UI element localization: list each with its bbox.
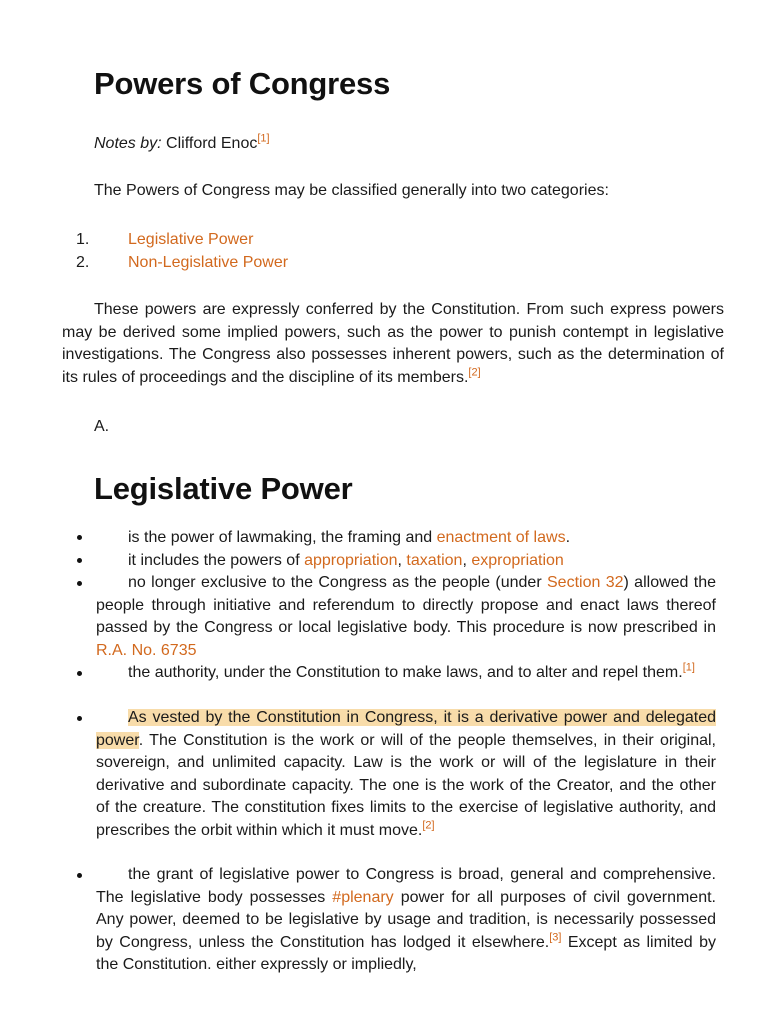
bullet-text: Except as limited by the Constitution. either expressly or impliedly, — [96, 933, 716, 974]
bullet-text: no longer exclusive to the Congress as the people (under — [128, 574, 547, 591]
footnote-ref[interactable]: [2] — [468, 366, 481, 379]
link-plenary[interactable]: #plenary — [332, 888, 394, 906]
category-link-legislative[interactable]: Legislative Power — [128, 231, 254, 248]
bullet-item — [96, 864, 716, 977]
section-heading: Legislative Power — [94, 471, 353, 506]
bullet-dot — [76, 715, 84, 723]
highlighted-text: As vested by the Constitution in Congress, it is a derivative power and delegated power — [96, 709, 716, 749]
bullet-item — [96, 550, 716, 573]
bullet-text: the grant of legislative power to Congress is broad, general and comprehensive. The legislative body possesses — [96, 866, 716, 906]
link-ra-6735[interactable]: R.A. No. 6735 — [96, 641, 197, 659]
bullet-dot — [76, 872, 84, 880]
bullet-dot — [76, 580, 84, 588]
body-paragraph — [62, 299, 724, 389]
bullet-item — [96, 527, 716, 550]
intro-text: The Powers of Congress may be classified generally into two categories: — [94, 182, 609, 199]
notes-label: Notes by: — [94, 135, 162, 152]
bullet-item — [96, 572, 716, 662]
page-title: Powers of Congress — [94, 66, 391, 101]
notes-author: Clifford Enoc — [166, 135, 258, 152]
separator: , — [462, 552, 472, 569]
link-expropriation[interactable]: expropriation — [471, 552, 564, 569]
bullet-text: it includes the powers of — [128, 552, 305, 569]
bullet-text: is the power of lawmaking, the framing and — [128, 529, 437, 546]
link-section-32[interactable]: Section 32 — [547, 574, 624, 591]
footnote-ref[interactable]: [1] — [257, 132, 270, 145]
bullet-text: power for all purposes of civil government. Any power, deemed to be legislative by usage and tradition, is necessarily possessed by Congress, unless the Constitution has lodged it elsewhere. — [96, 888, 716, 951]
bullet-text: . The Constitution is the work or will of the people themselves, in their original, sovereign, and unlimited capacity. Law is the work or will of the legislature in their derivative and subordinate capacity. The one is the work of the Creator, and the other of the creature. The constitution fixes limits to the exercise of legislative authority, and prescribes the orbit within which it must move. — [96, 731, 716, 839]
bullet-dot — [76, 670, 84, 678]
paragraph-text: These powers are expressly conferred by the Constitution. From such express powers may be derived some implied powers, such as the power to punish contempt in legislative investigations. The Congress also possesses inherent powers, such as the determination of its rules of proceedings and the discipline of its members. — [62, 301, 724, 386]
link-appropriation[interactable]: appropriation — [304, 552, 398, 569]
bullet-item — [96, 662, 716, 685]
separator: , — [397, 552, 407, 569]
bullet-text: ) allowed the people through initiative and referendum to directly propose and enact laws thereof passed by the Congress or local legislative body. This procedure is now prescribed in — [96, 574, 717, 637]
bullet-dot — [76, 534, 84, 542]
notes-line — [94, 133, 270, 156]
footnote-ref[interactable]: [2] — [422, 819, 435, 832]
bullet-text: the authority, under the Constitution to make laws, and to alter and repel them. — [128, 664, 683, 681]
category-number: 2. — [76, 254, 90, 271]
category-number: 1. — [76, 231, 90, 248]
footnote-ref[interactable]: [3] — [549, 931, 562, 944]
footnote-ref[interactable]: [1] — [682, 661, 695, 674]
bullet-item — [96, 707, 716, 843]
section-letter: A. — [94, 418, 110, 435]
link-enactment-of-laws[interactable]: enactment of laws — [436, 529, 566, 546]
category-link-non-legislative[interactable]: Non-Legislative Power — [128, 254, 289, 271]
bullet-text: . — [565, 529, 571, 546]
link-taxation[interactable]: taxation — [406, 552, 463, 569]
bullet-dot — [76, 557, 84, 565]
